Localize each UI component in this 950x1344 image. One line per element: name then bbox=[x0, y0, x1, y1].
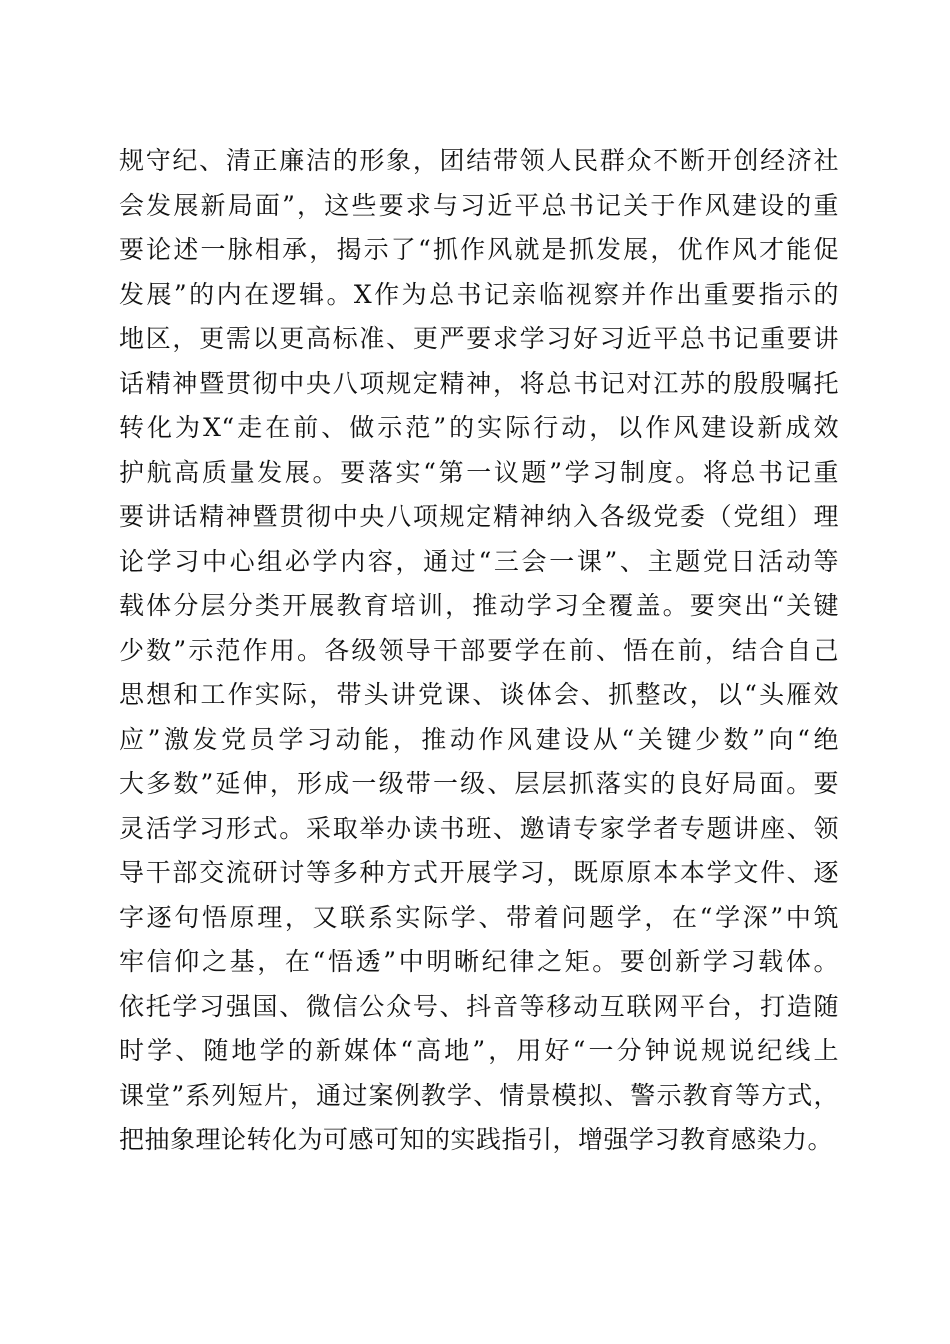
text-line: 发展”的内在逻辑。X作为总书记亲临视察并作出重要指示的 bbox=[119, 279, 839, 309]
text-line: 要讲话精神暨贯彻中央八项规定精神纳入各级党委（党组）理 bbox=[119, 502, 839, 531]
text-line: 把抽象理论转化为可感可知的实践指引，增强学习教育感染力。 bbox=[119, 1125, 834, 1154]
text-line: 牢信仰之基，在“悟透”中明晰纪律之矩。要创新学习载体。 bbox=[119, 947, 839, 976]
text-line: 会发展新局面”，这些要求与习近平总书记关于作风建设的重 bbox=[119, 190, 839, 220]
text-line: 转化为X“走在前、做示范”的实际行动，以作风建设新成效 bbox=[119, 413, 839, 442]
text-line: 大多数”延伸，形成一级带一级、层层抓落实的良好局面。要 bbox=[119, 769, 839, 798]
text-line: 话精神暨贯彻中央八项规定精神，将总书记对江苏的殷殷嘱托 bbox=[119, 368, 839, 398]
text-line: 思想和工作实际，带头讲党课、谈体会、抓整改，以“头雁效 bbox=[119, 680, 839, 709]
text-line: 论学习中心组必学内容，通过“三会一课”、主题党日活动等 bbox=[119, 546, 839, 576]
text-line: 灵活学习形式。采取举办读书班、邀请专家学者专题讲座、领 bbox=[119, 813, 839, 843]
text-line: 少数”示范作用。各级领导干部要学在前、悟在前，结合自己 bbox=[119, 635, 839, 665]
text-line: 字逐句悟原理，又联系实际学、带着问题学，在“学深”中筑 bbox=[119, 902, 839, 932]
text-line: 时学、随地学的新媒体“高地”，用好“一分钟说规说纪线上 bbox=[119, 1036, 839, 1065]
text-line: 依托学习强国、微信公众号、抖音等移动互联网平台，打造随 bbox=[119, 991, 839, 1021]
text-line: 地区，更需以更高标准、更严要求学习好习近平总书记重要讲 bbox=[119, 324, 839, 353]
body-paragraph bbox=[119, 139, 839, 1163]
text-line: 护航高质量发展。要落实“第一议题”学习制度。将总书记重 bbox=[119, 457, 839, 487]
text-line: 应”激发党员学习动能，推动作风建设从“关键少数”向“绝 bbox=[119, 724, 839, 754]
text-line: 要论述一脉相承，揭示了“抓作风就是抓发展，优作风才能促 bbox=[119, 235, 839, 264]
text-line: 载体分层分类开展教育培训，推动学习全覆盖。要突出“关键 bbox=[119, 591, 839, 620]
text-line: 课堂”系列短片，通过案例教学、情景模拟、警示教育等方式， bbox=[119, 1080, 839, 1110]
text-line: 规守纪、清正廉洁的形象，团结带领人民群众不断开创经济社 bbox=[119, 146, 839, 175]
text-line: 导干部交流研讨等多种方式开展学习，既原原本本学文件、逐 bbox=[119, 858, 839, 887]
